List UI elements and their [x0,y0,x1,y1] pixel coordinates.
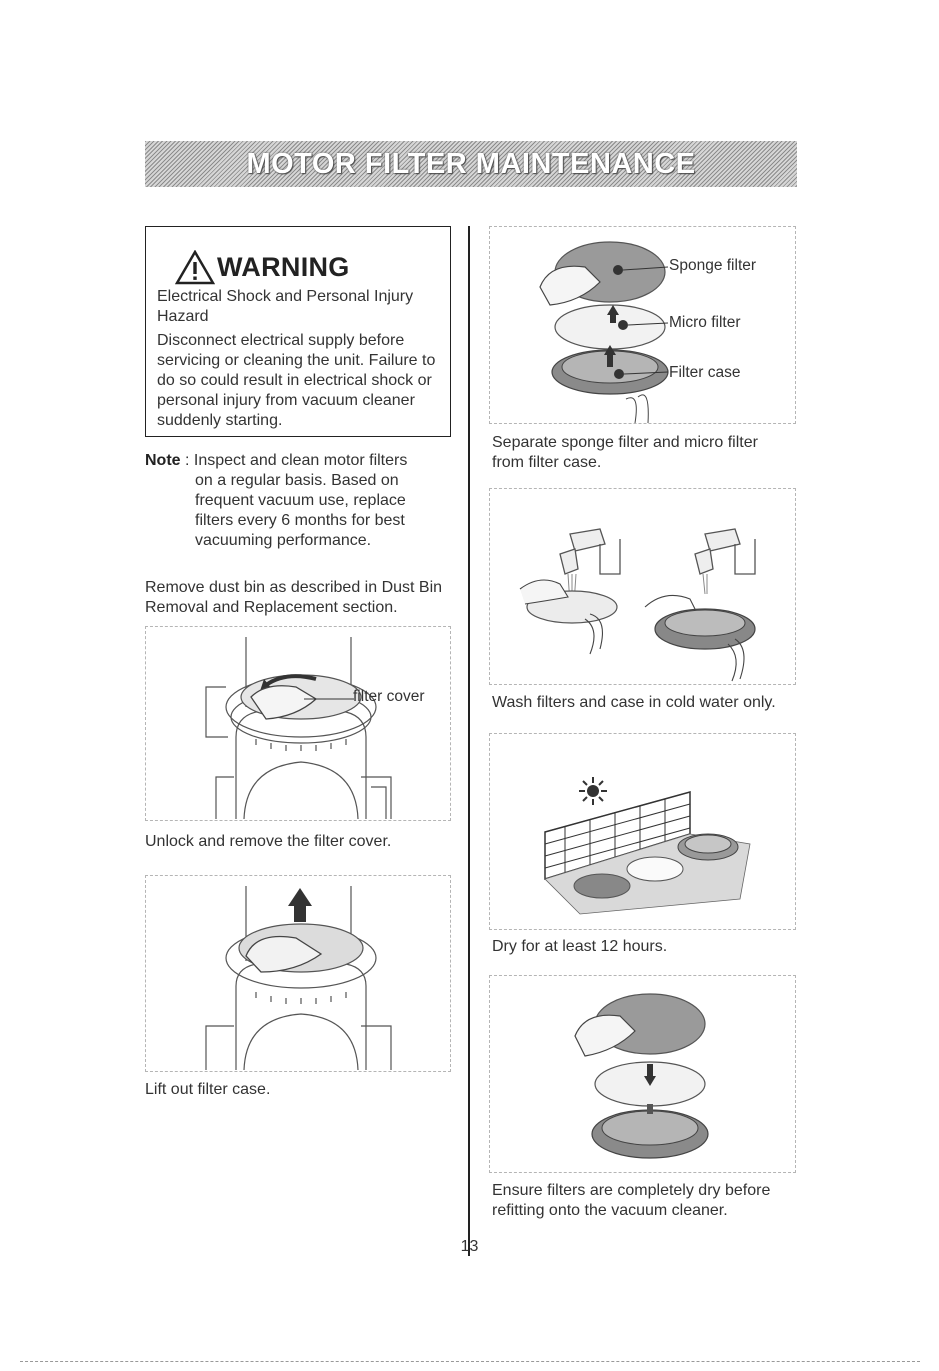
column-divider [468,226,470,1256]
remove-dust-bin-instruction: Remove dust bin as described in Dust Bin Removal and Replacement section. [145,579,443,616]
micro-filter-callout: Micro filter [669,314,741,331]
note-text: on a regular basis. Based on frequent vacuum use, replace filters every 6 months for best vacuuming performance. [195,472,406,549]
filter-case-callout: Filter case [669,364,741,381]
wash-caption: Wash filters and case in cold water only. [492,694,776,711]
faucet-washing-drawing [490,489,795,684]
page-title: MOTOR FILTER MAINTENANCE [246,147,696,180]
separate-filters-illustration [489,226,796,424]
refit-filters-illustration [489,975,796,1173]
sun-icon [579,777,607,805]
note-separator: : [180,452,194,469]
separate-filters-caption: Separate sponge filter and micro filter from filter case. [492,434,758,471]
drying-drawing [490,734,795,929]
dry-caption: Dry for at least 12 hours. [492,938,668,955]
note-first-line: Inspect and clean motor filters [193,452,408,469]
dry-filters-illustration [489,733,796,930]
refit-caption: Ensure filters are completely dry before refitting onto the vacuum cleaner. [492,1182,771,1219]
lift-case-caption: Lift out filter case. [145,1081,271,1098]
wash-filters-illustration [489,488,796,685]
warning-heading [175,250,350,285]
note-label: Note [145,452,181,469]
sponge-filter-callout: Sponge filter [669,257,757,274]
header-banner [145,141,797,187]
filter-cover-callout: filter cover [353,688,425,705]
page-bottom-rule [20,1361,920,1362]
page-number: 13 [460,1238,479,1255]
warning-title: WARNING [217,252,350,282]
note-line [145,451,445,471]
warning-triangle-icon [175,250,215,285]
lift-case-illustration [145,875,451,1072]
unlock-cover-illustration [145,626,451,821]
warning-subtitle: Electrical Shock and Personal Injury Hazard [157,288,414,325]
vacuum-lift-drawing [146,876,450,1071]
vacuum-cover-drawing [146,627,450,820]
unlock-cover-caption: Unlock and remove the filter cover. [145,833,392,850]
reassembly-drawing [490,976,795,1172]
warning-body: Disconnect electrical supply before servicing or cleaning the unit. Failure to do so could result in electrical shock or personal injury from vacuum cleaner suddenly starting. [157,332,436,429]
